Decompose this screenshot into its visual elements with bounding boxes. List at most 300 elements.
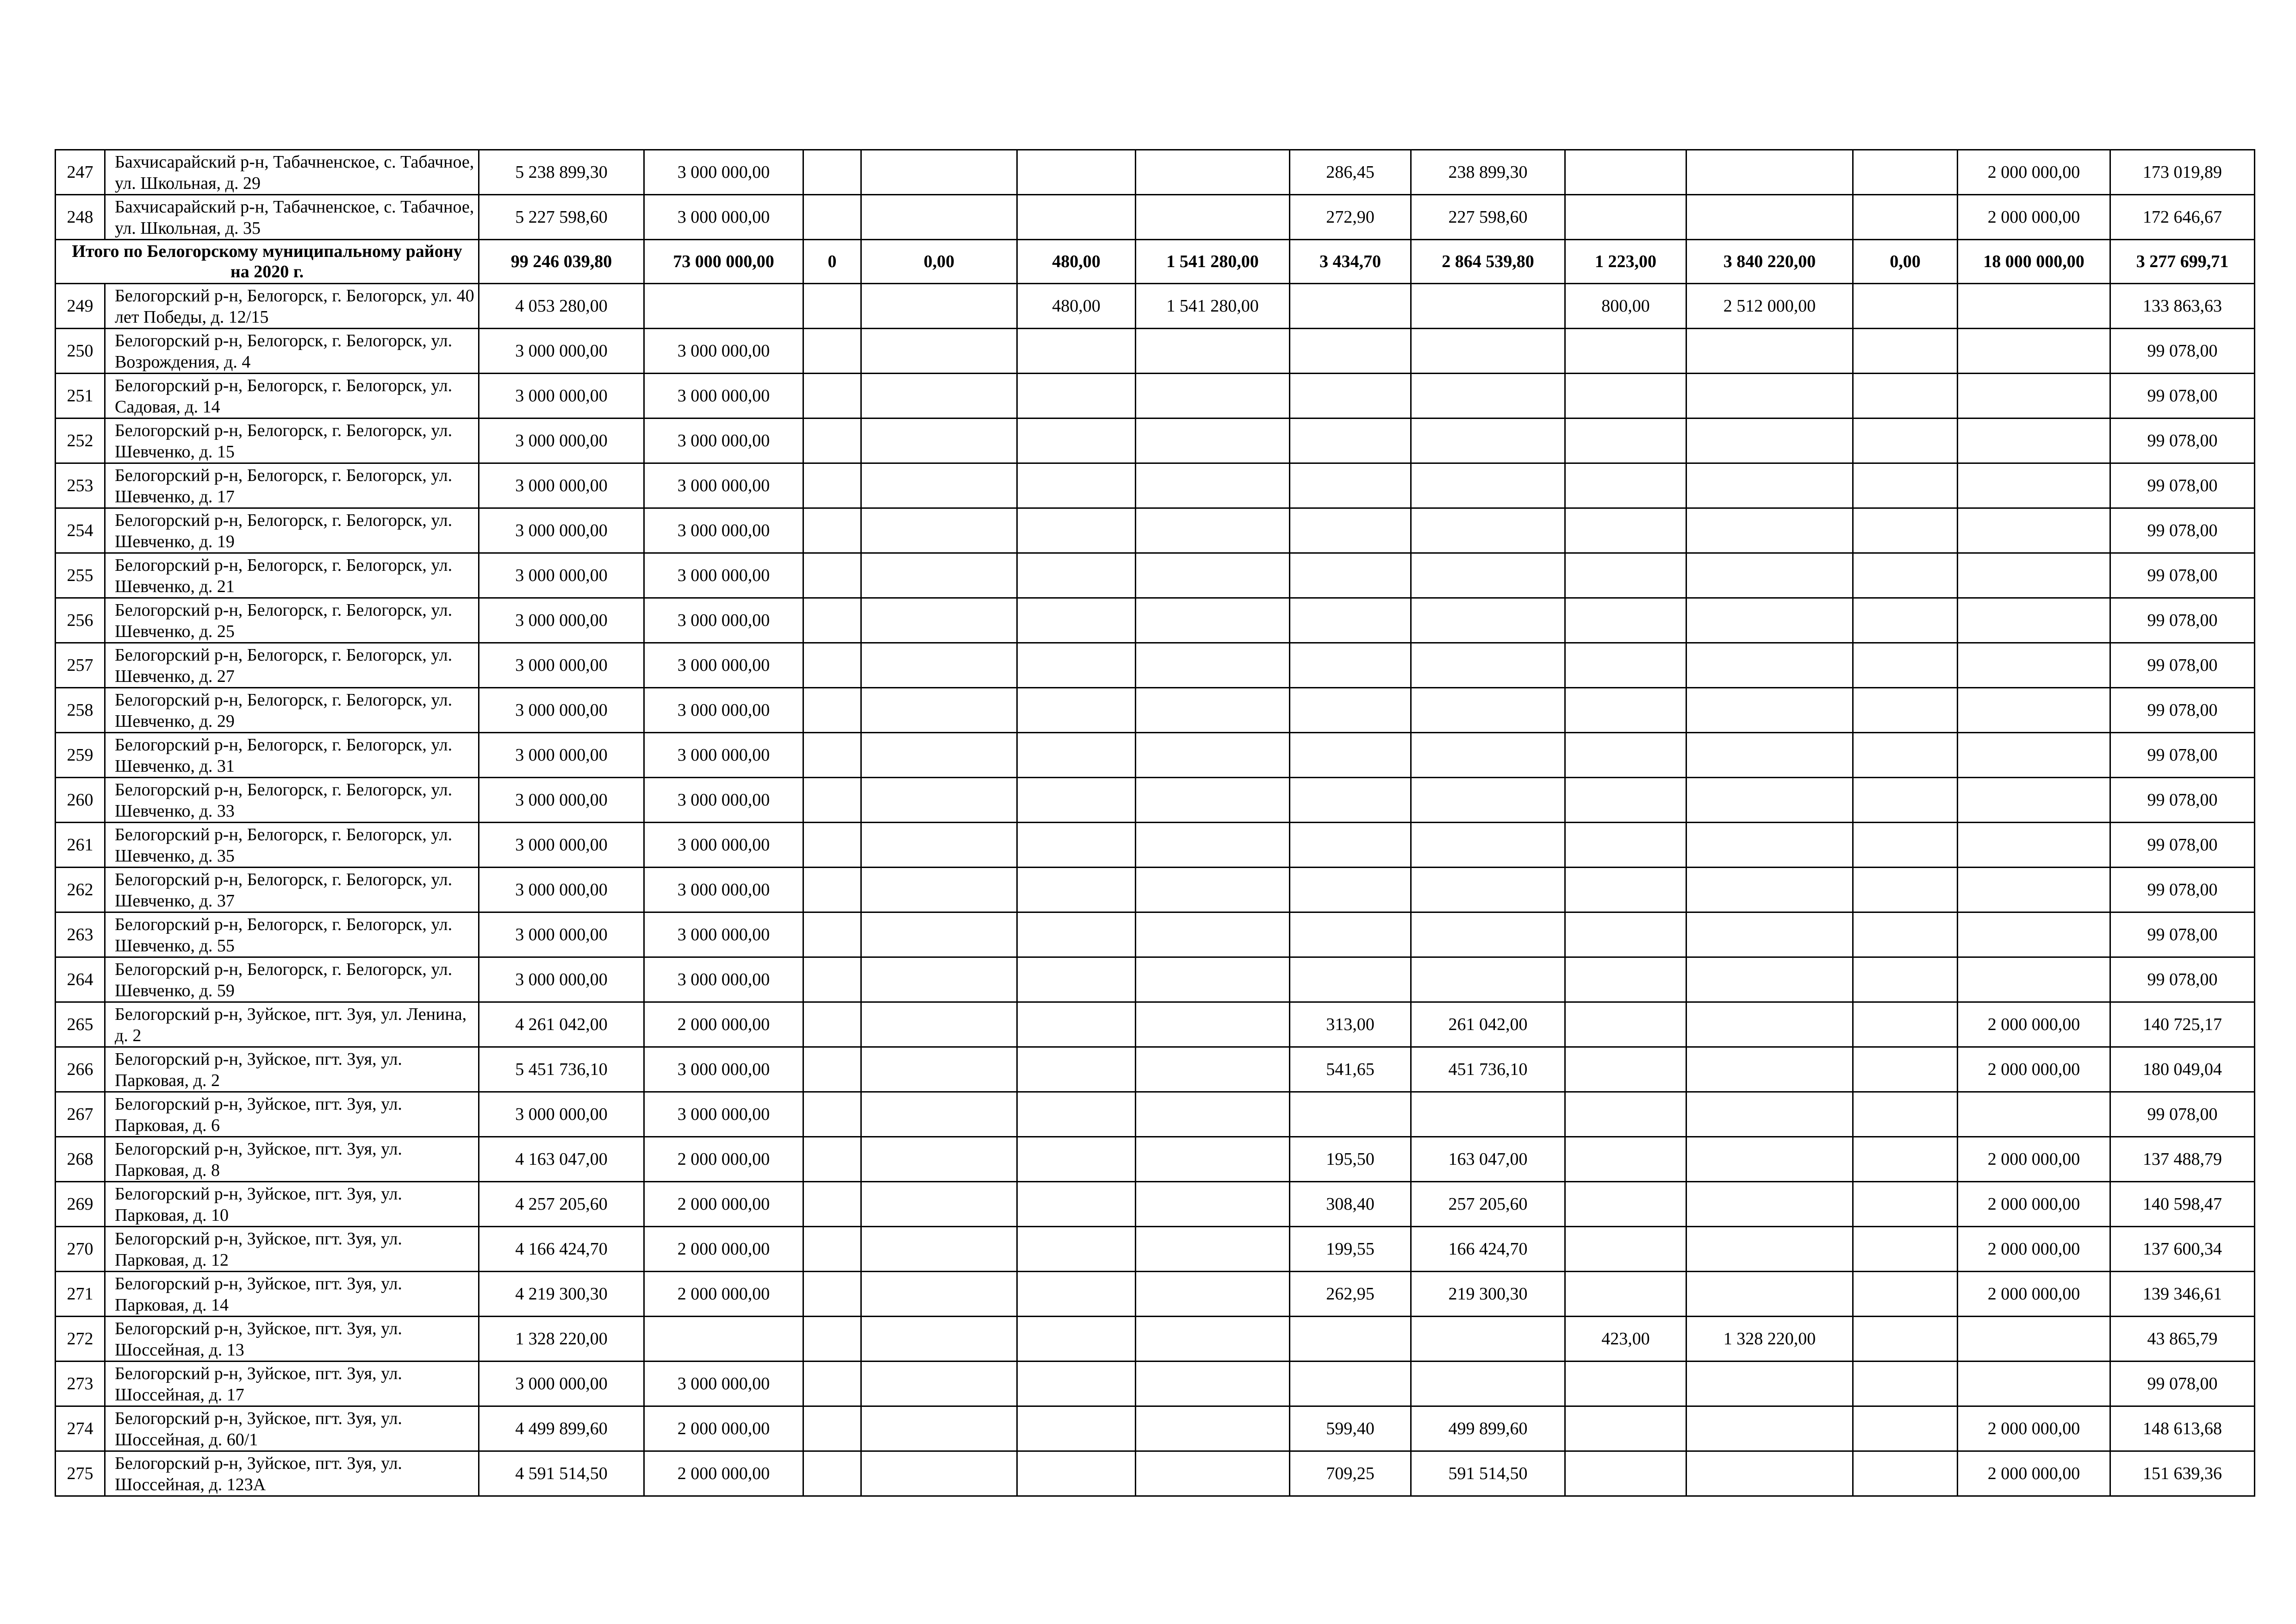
total-value-cell: 73 000 000,00 bbox=[644, 240, 803, 284]
value-cell bbox=[1853, 1047, 1958, 1092]
value-cell: 99 078,00 bbox=[2110, 374, 2255, 418]
value-cell bbox=[1565, 374, 1686, 418]
value-cell bbox=[1290, 1362, 1411, 1406]
value-cell bbox=[1958, 508, 2110, 553]
row-number: 248 bbox=[56, 195, 105, 240]
row-number: 269 bbox=[56, 1182, 105, 1227]
table-row bbox=[56, 195, 2255, 240]
row-number: 265 bbox=[56, 1002, 105, 1047]
address-cell: Белогорский р-н, Белогорск, г. Белогорск, ул. Шевченко, д. 33 bbox=[105, 778, 479, 823]
value-cell: 3 000 000,00 bbox=[479, 957, 644, 1002]
value-cell bbox=[1136, 868, 1290, 912]
value-cell bbox=[861, 374, 1017, 418]
value-cell: 3 000 000,00 bbox=[479, 374, 644, 418]
value-cell bbox=[1853, 868, 1958, 912]
total-value-cell: 1 541 280,00 bbox=[1136, 240, 1290, 284]
value-cell bbox=[803, 912, 861, 957]
value-cell bbox=[1136, 823, 1290, 868]
value-cell bbox=[861, 284, 1017, 329]
value-cell: 99 078,00 bbox=[2110, 957, 2255, 1002]
value-cell bbox=[803, 1406, 861, 1451]
total-label: Итого по Белогорскому муниципальному району на 2020 г. bbox=[56, 240, 479, 284]
value-cell bbox=[1290, 553, 1411, 598]
value-cell: 262,95 bbox=[1290, 1272, 1411, 1317]
value-cell: 709,25 bbox=[1290, 1451, 1411, 1496]
value-cell: 99 078,00 bbox=[2110, 823, 2255, 868]
value-cell bbox=[1853, 1406, 1958, 1451]
value-cell bbox=[1686, 508, 1853, 553]
value-cell bbox=[803, 643, 861, 688]
address-cell: Белогорский р-н, Зуйское, пгт. Зуя, ул. Шоссейная, д. 123А bbox=[105, 1451, 479, 1496]
row-number: 274 bbox=[56, 1406, 105, 1451]
value-cell bbox=[1853, 957, 1958, 1002]
value-cell: 99 078,00 bbox=[2110, 778, 2255, 823]
value-cell bbox=[803, 1272, 861, 1317]
value-cell bbox=[1411, 643, 1565, 688]
value-cell bbox=[1136, 1182, 1290, 1227]
value-cell: 2 000 000,00 bbox=[1958, 1272, 2110, 1317]
value-cell: 4 053 280,00 bbox=[479, 284, 644, 329]
value-cell: 137 488,79 bbox=[2110, 1137, 2255, 1182]
value-cell: 3 000 000,00 bbox=[479, 778, 644, 823]
value-cell: 3 000 000,00 bbox=[644, 463, 803, 508]
value-cell bbox=[1958, 463, 2110, 508]
address-cell: Белогорский р-н, Зуйское, пгт. Зуя, ул. Парковая, д. 12 bbox=[105, 1227, 479, 1272]
value-cell bbox=[861, 643, 1017, 688]
value-cell: 140 725,17 bbox=[2110, 1002, 2255, 1047]
value-cell bbox=[1411, 957, 1565, 1002]
value-cell: 3 000 000,00 bbox=[479, 553, 644, 598]
value-cell: 3 000 000,00 bbox=[644, 329, 803, 374]
value-cell bbox=[1411, 598, 1565, 643]
table-row bbox=[56, 374, 2255, 418]
value-cell bbox=[1686, 1047, 1853, 1092]
value-cell: 4 261 042,00 bbox=[479, 1002, 644, 1047]
value-cell: 4 163 047,00 bbox=[479, 1137, 644, 1182]
value-cell bbox=[1686, 374, 1853, 418]
value-cell: 3 000 000,00 bbox=[644, 195, 803, 240]
row-number: 255 bbox=[56, 553, 105, 598]
address-cell: Белогорский р-н, Зуйское, пгт. Зуя, ул. Шоссейная, д. 17 bbox=[105, 1362, 479, 1406]
value-cell bbox=[1853, 418, 1958, 463]
value-cell: 133 863,63 bbox=[2110, 284, 2255, 329]
value-cell: 2 000 000,00 bbox=[644, 1182, 803, 1227]
value-cell bbox=[1565, 778, 1686, 823]
value-cell: 137 600,34 bbox=[2110, 1227, 2255, 1272]
value-cell bbox=[861, 1227, 1017, 1272]
value-cell: 1 541 280,00 bbox=[1136, 284, 1290, 329]
value-cell bbox=[1136, 1137, 1290, 1182]
address-cell: Белогорский р-н, Белогорск, г. Белогорск, ул. Шевченко, д. 29 bbox=[105, 688, 479, 733]
value-cell bbox=[1853, 912, 1958, 957]
value-cell: 4 219 300,30 bbox=[479, 1272, 644, 1317]
value-cell bbox=[1686, 643, 1853, 688]
value-cell bbox=[803, 1362, 861, 1406]
total-value-cell: 0 bbox=[803, 240, 861, 284]
total-value-cell: 3 840 220,00 bbox=[1686, 240, 1853, 284]
table-row bbox=[56, 329, 2255, 374]
value-cell: 3 000 000,00 bbox=[644, 1047, 803, 1092]
value-cell bbox=[861, 418, 1017, 463]
value-cell bbox=[1411, 284, 1565, 329]
value-cell bbox=[1686, 1272, 1853, 1317]
value-cell bbox=[1565, 329, 1686, 374]
value-cell bbox=[1853, 1092, 1958, 1137]
value-cell: 3 000 000,00 bbox=[479, 508, 644, 553]
value-cell: 4 166 424,70 bbox=[479, 1227, 644, 1272]
value-cell bbox=[1290, 284, 1411, 329]
value-cell bbox=[1017, 957, 1136, 1002]
value-cell bbox=[1958, 553, 2110, 598]
value-cell bbox=[861, 1451, 1017, 1496]
value-cell bbox=[1017, 1092, 1136, 1137]
table-row bbox=[56, 733, 2255, 778]
value-cell bbox=[1017, 1047, 1136, 1092]
value-cell bbox=[1411, 912, 1565, 957]
value-cell bbox=[1565, 1092, 1686, 1137]
table-row bbox=[56, 1272, 2255, 1317]
value-cell bbox=[1017, 643, 1136, 688]
table-row bbox=[56, 553, 2255, 598]
value-cell: 99 078,00 bbox=[2110, 329, 2255, 374]
value-cell: 238 899,30 bbox=[1411, 150, 1565, 195]
value-cell: 480,00 bbox=[1017, 284, 1136, 329]
table-row bbox=[56, 823, 2255, 868]
value-cell bbox=[1290, 329, 1411, 374]
value-cell bbox=[1136, 688, 1290, 733]
value-cell bbox=[861, 1047, 1017, 1092]
value-cell: 219 300,30 bbox=[1411, 1272, 1565, 1317]
value-cell: 99 078,00 bbox=[2110, 733, 2255, 778]
value-cell bbox=[803, 823, 861, 868]
value-cell bbox=[1565, 1047, 1686, 1092]
address-cell: Белогорский р-н, Зуйское, пгт. Зуя, ул. Шоссейная, д. 60/1 bbox=[105, 1406, 479, 1451]
value-cell bbox=[1565, 1451, 1686, 1496]
address-cell: Белогорский р-н, Белогорск, г. Белогорск, ул. 40 лет Победы, д. 12/15 bbox=[105, 284, 479, 329]
address-cell: Белогорский р-н, Белогорск, г. Белогорск, ул. Шевченко, д. 17 bbox=[105, 463, 479, 508]
value-cell bbox=[1565, 150, 1686, 195]
value-cell bbox=[1958, 374, 2110, 418]
value-cell bbox=[1136, 1227, 1290, 1272]
value-cell: 3 000 000,00 bbox=[479, 1092, 644, 1137]
value-cell bbox=[1411, 688, 1565, 733]
value-cell bbox=[1017, 778, 1136, 823]
value-cell bbox=[1290, 598, 1411, 643]
value-cell bbox=[1411, 778, 1565, 823]
value-cell: 99 078,00 bbox=[2110, 643, 2255, 688]
address-cell: Белогорский р-н, Зуйское, пгт. Зуя, ул. Шоссейная, д. 13 bbox=[105, 1317, 479, 1362]
total-row bbox=[56, 240, 2255, 284]
total-value-cell: 3 434,70 bbox=[1290, 240, 1411, 284]
value-cell: 3 000 000,00 bbox=[479, 463, 644, 508]
total-value-cell: 18 000 000,00 bbox=[1958, 240, 2110, 284]
value-cell bbox=[1411, 418, 1565, 463]
value-cell bbox=[861, 553, 1017, 598]
value-cell bbox=[1853, 778, 1958, 823]
value-cell bbox=[803, 463, 861, 508]
value-cell bbox=[1853, 1317, 1958, 1362]
value-cell bbox=[1958, 418, 2110, 463]
value-cell bbox=[1853, 329, 1958, 374]
value-cell bbox=[1686, 957, 1853, 1002]
value-cell: 3 000 000,00 bbox=[644, 1092, 803, 1137]
value-cell bbox=[1017, 1272, 1136, 1317]
value-cell: 5 238 899,30 bbox=[479, 150, 644, 195]
value-cell: 499 899,60 bbox=[1411, 1406, 1565, 1451]
value-cell bbox=[861, 598, 1017, 643]
value-cell: 3 000 000,00 bbox=[479, 823, 644, 868]
value-cell: 800,00 bbox=[1565, 284, 1686, 329]
value-cell bbox=[1853, 1002, 1958, 1047]
value-cell bbox=[1958, 957, 2110, 1002]
value-cell bbox=[1017, 374, 1136, 418]
value-cell: 3 000 000,00 bbox=[644, 643, 803, 688]
row-number: 268 bbox=[56, 1137, 105, 1182]
value-cell bbox=[861, 868, 1017, 912]
value-cell: 2 512 000,00 bbox=[1686, 284, 1853, 329]
value-cell bbox=[1686, 598, 1853, 643]
value-cell: 2 000 000,00 bbox=[1958, 1002, 2110, 1047]
value-cell: 199,55 bbox=[1290, 1227, 1411, 1272]
value-cell: 257 205,60 bbox=[1411, 1182, 1565, 1227]
value-cell bbox=[1136, 1092, 1290, 1137]
value-cell: 3 000 000,00 bbox=[479, 418, 644, 463]
value-cell: 99 078,00 bbox=[2110, 508, 2255, 553]
value-cell: 5 451 736,10 bbox=[479, 1047, 644, 1092]
value-cell bbox=[1565, 688, 1686, 733]
value-cell bbox=[1853, 598, 1958, 643]
value-cell: 2 000 000,00 bbox=[644, 1137, 803, 1182]
value-cell bbox=[803, 508, 861, 553]
value-cell bbox=[1290, 688, 1411, 733]
value-cell bbox=[1958, 329, 2110, 374]
value-cell bbox=[1565, 1002, 1686, 1047]
value-cell: 2 000 000,00 bbox=[644, 1272, 803, 1317]
value-cell: 591 514,50 bbox=[1411, 1451, 1565, 1496]
value-cell: 2 000 000,00 bbox=[1958, 195, 2110, 240]
value-cell: 261 042,00 bbox=[1411, 1002, 1565, 1047]
value-cell bbox=[1958, 778, 2110, 823]
value-cell bbox=[1565, 553, 1686, 598]
value-cell: 5 227 598,60 bbox=[479, 195, 644, 240]
value-cell bbox=[1136, 508, 1290, 553]
total-value-cell: 480,00 bbox=[1017, 240, 1136, 284]
value-cell bbox=[1853, 1137, 1958, 1182]
value-cell bbox=[1290, 778, 1411, 823]
address-cell: Белогорский р-н, Зуйское, пгт. Зуя, ул. Парковая, д. 8 bbox=[105, 1137, 479, 1182]
value-cell bbox=[1136, 733, 1290, 778]
table-row bbox=[56, 1227, 2255, 1272]
row-number: 266 bbox=[56, 1047, 105, 1092]
value-cell bbox=[861, 1002, 1017, 1047]
address-cell: Белогорский р-н, Белогорск, г. Белогорск, ул. Шевченко, д. 55 bbox=[105, 912, 479, 957]
value-cell: 173 019,89 bbox=[2110, 150, 2255, 195]
value-cell bbox=[1686, 463, 1853, 508]
value-cell: 423,00 bbox=[1565, 1317, 1686, 1362]
table-row bbox=[56, 1406, 2255, 1451]
value-cell: 3 000 000,00 bbox=[644, 508, 803, 553]
table-row bbox=[56, 957, 2255, 1002]
value-cell bbox=[861, 150, 1017, 195]
value-cell bbox=[1565, 957, 1686, 1002]
address-cell: Белогорский р-н, Зуйское, пгт. Зуя, ул. Парковая, д. 10 bbox=[105, 1182, 479, 1227]
value-cell: 99 078,00 bbox=[2110, 553, 2255, 598]
value-cell: 2 000 000,00 bbox=[1958, 1451, 2110, 1496]
value-cell bbox=[1136, 1002, 1290, 1047]
value-cell bbox=[861, 463, 1017, 508]
value-cell bbox=[1958, 688, 2110, 733]
value-cell bbox=[861, 778, 1017, 823]
value-cell bbox=[1565, 1406, 1686, 1451]
table-row bbox=[56, 1317, 2255, 1362]
row-number: 250 bbox=[56, 329, 105, 374]
value-cell bbox=[1686, 195, 1853, 240]
table-row bbox=[56, 1137, 2255, 1182]
table-row bbox=[56, 1451, 2255, 1496]
address-cell: Белогорский р-н, Белогорск, г. Белогорск, ул. Шевченко, д. 19 bbox=[105, 508, 479, 553]
value-cell bbox=[1853, 508, 1958, 553]
value-cell bbox=[1017, 1182, 1136, 1227]
value-cell: 166 424,70 bbox=[1411, 1227, 1565, 1272]
total-value-cell: 3 277 699,71 bbox=[2110, 240, 2255, 284]
value-cell bbox=[1290, 418, 1411, 463]
value-cell: 4 591 514,50 bbox=[479, 1451, 644, 1496]
value-cell bbox=[1411, 868, 1565, 912]
value-cell bbox=[803, 1002, 861, 1047]
value-cell bbox=[1136, 912, 1290, 957]
table-row bbox=[56, 1182, 2255, 1227]
value-cell bbox=[1290, 1317, 1411, 1362]
table-body bbox=[56, 150, 2255, 1496]
value-cell: 2 000 000,00 bbox=[644, 1406, 803, 1451]
value-cell bbox=[1853, 553, 1958, 598]
value-cell bbox=[803, 957, 861, 1002]
value-cell: 172 646,67 bbox=[2110, 195, 2255, 240]
table-row bbox=[56, 1362, 2255, 1406]
value-cell: 43 865,79 bbox=[2110, 1317, 2255, 1362]
program-table bbox=[55, 149, 2255, 1497]
value-cell bbox=[1686, 733, 1853, 778]
address-cell: Бахчисарайский р-н, Табачненское, с. Табачное, ул. Школьная, д. 35 bbox=[105, 195, 479, 240]
value-cell: 99 078,00 bbox=[2110, 868, 2255, 912]
row-number: 259 bbox=[56, 733, 105, 778]
value-cell: 3 000 000,00 bbox=[644, 688, 803, 733]
value-cell bbox=[861, 1317, 1017, 1362]
table-row bbox=[56, 868, 2255, 912]
value-cell bbox=[1290, 508, 1411, 553]
value-cell bbox=[861, 957, 1017, 1002]
value-cell bbox=[1411, 1362, 1565, 1406]
table-row bbox=[56, 508, 2255, 553]
value-cell: 99 078,00 bbox=[2110, 418, 2255, 463]
value-cell bbox=[1290, 957, 1411, 1002]
table-row bbox=[56, 463, 2255, 508]
value-cell bbox=[1290, 868, 1411, 912]
value-cell bbox=[1686, 1182, 1853, 1227]
value-cell bbox=[803, 553, 861, 598]
value-cell: 3 000 000,00 bbox=[479, 1362, 644, 1406]
value-cell: 2 000 000,00 bbox=[1958, 150, 2110, 195]
value-cell: 99 078,00 bbox=[2110, 598, 2255, 643]
table-row bbox=[56, 1002, 2255, 1047]
value-cell bbox=[1686, 868, 1853, 912]
value-cell bbox=[803, 374, 861, 418]
value-cell bbox=[1017, 1227, 1136, 1272]
total-value-cell: 0,00 bbox=[861, 240, 1017, 284]
value-cell: 3 000 000,00 bbox=[479, 868, 644, 912]
value-cell bbox=[1565, 1137, 1686, 1182]
value-cell bbox=[1136, 1317, 1290, 1362]
address-cell: Белогорский р-н, Белогорск, г. Белогорск, ул. Шевченко, д. 31 bbox=[105, 733, 479, 778]
value-cell bbox=[644, 1317, 803, 1362]
value-cell bbox=[803, 418, 861, 463]
value-cell bbox=[1565, 912, 1686, 957]
value-cell bbox=[1958, 1362, 2110, 1406]
row-number: 247 bbox=[56, 150, 105, 195]
value-cell bbox=[861, 1182, 1017, 1227]
value-cell bbox=[861, 733, 1017, 778]
value-cell: 99 078,00 bbox=[2110, 912, 2255, 957]
value-cell: 99 078,00 bbox=[2110, 1092, 2255, 1137]
value-cell bbox=[1686, 778, 1853, 823]
value-cell: 163 047,00 bbox=[1411, 1137, 1565, 1182]
value-cell bbox=[1565, 1362, 1686, 1406]
value-cell bbox=[1565, 1272, 1686, 1317]
value-cell bbox=[1958, 868, 2110, 912]
value-cell bbox=[1853, 1451, 1958, 1496]
table-row bbox=[56, 688, 2255, 733]
value-cell bbox=[1411, 1317, 1565, 1362]
address-cell: Бахчисарайский р-н, Табачненское, с. Табачное, ул. Школьная, д. 29 bbox=[105, 150, 479, 195]
value-cell: 3 000 000,00 bbox=[644, 912, 803, 957]
value-cell bbox=[1853, 1362, 1958, 1406]
value-cell: 2 000 000,00 bbox=[1958, 1047, 2110, 1092]
value-cell bbox=[803, 1182, 861, 1227]
value-cell bbox=[1136, 150, 1290, 195]
value-cell bbox=[1017, 1317, 1136, 1362]
value-cell bbox=[1958, 733, 2110, 778]
value-cell: 180 049,04 bbox=[2110, 1047, 2255, 1092]
value-cell: 3 000 000,00 bbox=[644, 150, 803, 195]
value-cell: 99 078,00 bbox=[2110, 463, 2255, 508]
row-number: 261 bbox=[56, 823, 105, 868]
value-cell bbox=[803, 195, 861, 240]
row-number: 271 bbox=[56, 1272, 105, 1317]
value-cell bbox=[861, 1272, 1017, 1317]
value-cell: 2 000 000,00 bbox=[1958, 1137, 2110, 1182]
value-cell: 99 078,00 bbox=[2110, 688, 2255, 733]
value-cell bbox=[1411, 553, 1565, 598]
row-number: 260 bbox=[56, 778, 105, 823]
value-cell: 4 257 205,60 bbox=[479, 1182, 644, 1227]
address-cell: Белогорский р-н, Белогорск, г. Белогорск, ул. Садовая, д. 14 bbox=[105, 374, 479, 418]
value-cell bbox=[803, 1451, 861, 1496]
value-cell bbox=[1565, 418, 1686, 463]
address-cell: Белогорский р-н, Белогорск, г. Белогорск, ул. Шевченко, д. 15 bbox=[105, 418, 479, 463]
value-cell bbox=[1136, 329, 1290, 374]
value-cell bbox=[1958, 823, 2110, 868]
value-cell bbox=[1411, 329, 1565, 374]
row-number: 270 bbox=[56, 1227, 105, 1272]
table-row bbox=[56, 598, 2255, 643]
value-cell bbox=[1958, 598, 2110, 643]
value-cell: 3 000 000,00 bbox=[479, 329, 644, 374]
value-cell bbox=[803, 1317, 861, 1362]
value-cell: 3 000 000,00 bbox=[644, 598, 803, 643]
value-cell bbox=[803, 329, 861, 374]
value-cell bbox=[1136, 778, 1290, 823]
value-cell: 3 000 000,00 bbox=[479, 598, 644, 643]
